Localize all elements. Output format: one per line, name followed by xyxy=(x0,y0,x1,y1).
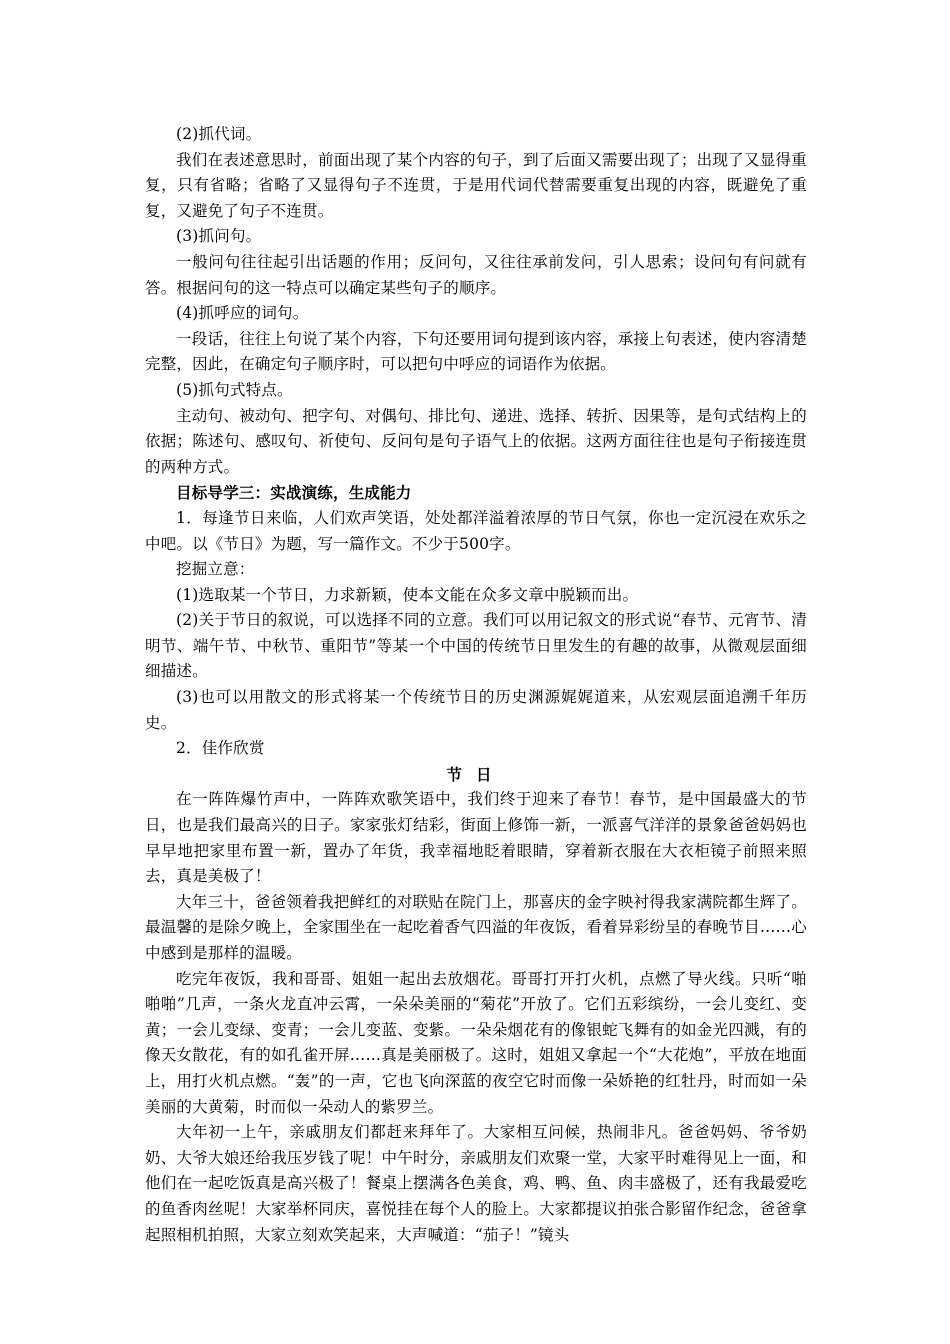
heading-sentence-pattern: (5)抓句式特点。 xyxy=(176,380,293,399)
paragraph-echo: 一段话，往往上句说了某个内容，下句还要用词句提到该内容，承接上句表述，使内容清楚完整，因此，在确定句子顺序时，可以把句中呼应的词语作为依据。 xyxy=(145,329,807,374)
paragraph-question: 一般问句往往起引出话题的作用；反问句，又往往承前发问，引人思索；设问句有问就有答。根据问句的这一特点可以确定某些句子的顺序。 xyxy=(145,252,807,297)
essay-paragraph-1: 在一阵阵爆竹声中，一阵阵欢歌笑语中，我们终于迎来了春节！春节，是中国最盛大的节日，也是我们最高兴的日子。家家张灯结彩，街面上修饰一新，一派喜气洋洋的景象爸爸妈妈也早早地把家里布置一新，置办了年货，我幸福地眨着眼睛，穿着新衣服在大衣柜镜子前照来照去，真是美极了！ xyxy=(145,790,807,886)
paragraph-sample-label: 2．佳作欣赏 xyxy=(176,739,265,758)
document-page xyxy=(145,122,807,1248)
paragraph-intent-1: (1)选取某一个节日，力求新颖，使本文能在众多文章中脱颖而出。 xyxy=(176,585,639,604)
paragraph-intent-3: (3)也可以用散文的形式将某一个传统节日的历史渊源娓娓道来，从宏观层面追溯千年历史。 xyxy=(145,688,807,732)
section-heading: 目标导学三：实战演练，生成能力 xyxy=(176,483,412,503)
paragraph-pronoun: 我们在表述意思时，前面出现了某个内容的句子，到了后面又需要出现了；出现了又显得重复，只有省略；省略了又显得句子不连贯，于是用代词代替需要重复出现的内容，既避免了重复，又避免了句子不连贯。 xyxy=(145,150,807,220)
paragraph-sentence-pattern: 主动句、被动句、把字句、对偶句、排比句、递进、选择、转折、因果等，是句式结构上的依据；陈述句、感叹句、祈使句、反问句是句子语气上的依据。这两方面往往也是句子衔接连贯的两种方式。 xyxy=(145,406,807,476)
essay-paragraph-3: 吃完年夜饭，我和哥哥、姐姐一起出去放烟花。哥哥打开打火机，点燃了导火线。只听“啪啪啪”几声，一条火龙直冲云霄，一朵朵美丽的“菊花”开放了。它们五彩缤纷，一会儿变红、变黄；一会儿变绿、变青；一会儿变蓝、变紫。一朵朵烟花有的像银蛇飞舞有的如金光四溅，有的像天女散花，有的如孔雀开屏……真是美丽极了。这时，姐姐又拿起一个“大花炮”，平放在地面上，用打火机点燃。“轰”的一声，它也飞向深蓝的夜空它时而像一朵娇艳的红牡丹，时而如一朵美丽的大黄菊，时而似一朵动人的紫罗兰。 xyxy=(145,969,807,1116)
heading-question: (3)抓问句。 xyxy=(176,227,262,246)
heading-echo: (4)抓呼应的词句。 xyxy=(176,304,309,323)
essay-title: 节日 xyxy=(446,764,506,784)
paragraph-intent-2: (2)关于节日的叙说，可以选择不同的立意。我们可以用记叙文的形式说“春节、元宵节、清明节、端午节、中秋节、重阳节”等某一个中国的传统节日里发生的有趣的故事，从微观层面细细描述。 xyxy=(145,611,807,681)
paragraph-task: 1．每逢节日来临，人们欢声笑语，处处都洋溢着浓厚的节日气氛，你也一定沉浸在欢乐之中吧。以《节日》为题，写一篇作文。不少于500字。 xyxy=(145,508,807,553)
paragraph-intent-label: 挖掘立意： xyxy=(176,560,255,579)
heading-pronoun: (2)抓代词。 xyxy=(176,125,262,143)
essay-paragraph-2: 大年三十，爸爸领着我把鲜红的对联贴在院门上，那喜庆的金字映衬得我家满院都生辉了。最温馨的是除夕晚上，全家围坐在一起吃着香气四溢的年夜饭，看着异彩纷呈的春晚节目……心中感到是那样的温暖。 xyxy=(145,892,807,962)
essay-paragraph-4: 大年初一上午，亲戚朋友们都赶来拜年了。大家相互问候，热闹非凡。爸爸妈妈、爷爷奶奶、大爷大娘还给我压岁钱了呢！中午时分，亲戚朋友们欢聚一堂，大家平时难得见上一面，和他们在一起吃饭真是高兴极了！餐桌上摆满各色美食，鸡、鸭、鱼、肉丰盛极了，还有我最爱吃的鱼香肉丝呢！大家举杯同庆，喜悦挂在每个人的脸上。大家都提议拍张合影留作纪念，爸爸拿起照相机拍照，大家立刻欢笑起来，大声喊道：“茄子！”镜头 xyxy=(145,1123,807,1244)
